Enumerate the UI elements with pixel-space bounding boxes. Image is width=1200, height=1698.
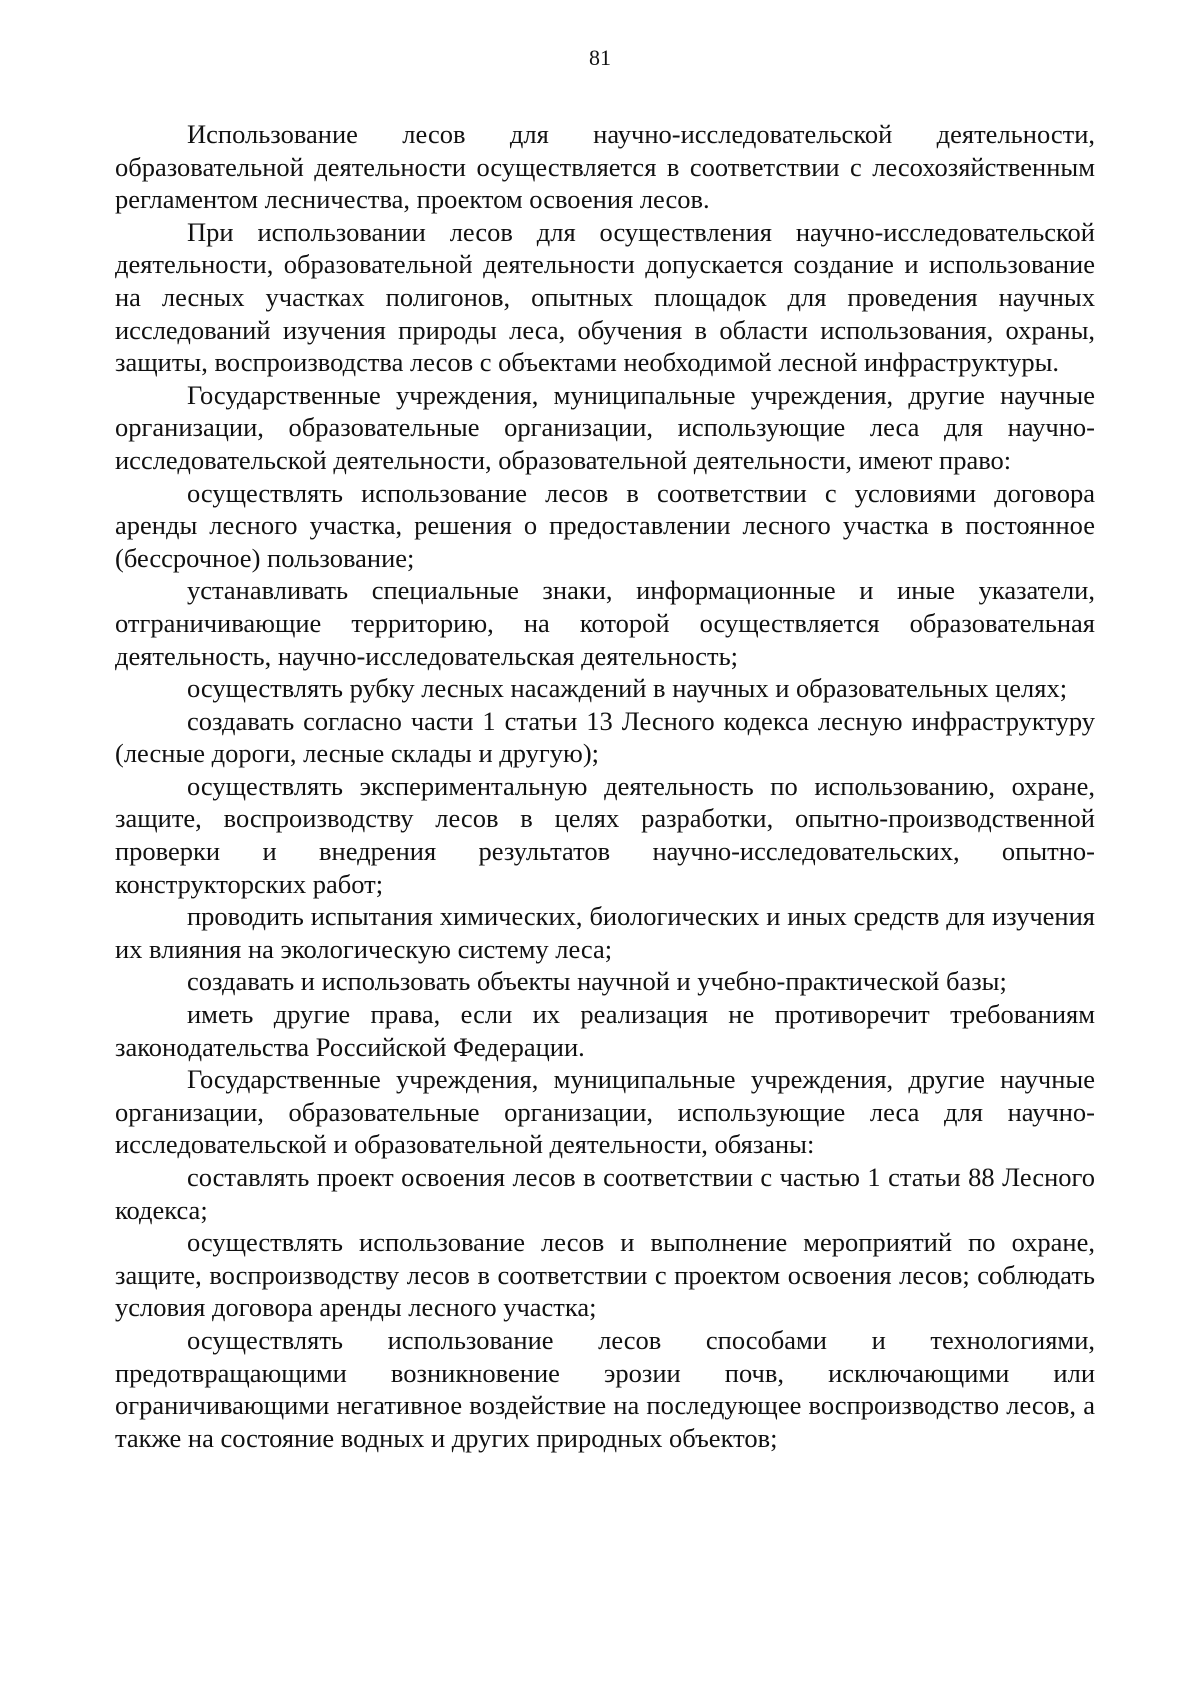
- list-item: осуществлять использование лесов в соответствии с условиями договора аренды лесного участка, решения о предоставлении лесного участка в постоянное (бессрочное) пользование;: [115, 477, 1095, 573]
- list-item: осуществлять использование лесов и выполнение мероприятий по охране, защите, воспроизводству лесов в соответствии с проектом освоения лесов; соблюдать условия договора аренды лесного участка;: [115, 1227, 1095, 1323]
- list-item: осуществлять экспериментальную деятельность по использованию, охране, защите, воспроизводству лесов в целях разработки, опытно-производственной проверки и внедрения результатов научно-исследовательских, опытно-конструкторских работ;: [115, 770, 1095, 899]
- list-item: составлять проект освоения лесов в соответствии с частью 1 статьи 88 Лесного кодекса;: [115, 1162, 1095, 1225]
- list-item: иметь другие права, если их реализация не противоречит требованиям законодательства Российской Федерации.: [115, 999, 1095, 1062]
- list-item: осуществлять рубку лесных насаждений в научных и образовательных целях;: [187, 673, 1068, 704]
- paragraph: Государственные учреждения, муниципальные учреждения, другие научные организации, образовательные организации, использующие леса для научно-исследовательской и образовательной деятельности, обязаны:: [115, 1064, 1095, 1160]
- paragraph: Использование лесов для научно-исследовательской деятельности, образовательной деятельности осуществляется в соответствии с лесохозяйственным регламентом лесничества, проектом освоения лесов.: [115, 119, 1095, 215]
- paragraph: Государственные учреждения, муниципальные учреждения, другие научные организации, образовательные организации, использующие леса для научно-исследовательской деятельности, образовательной деятельности, имеют право:: [115, 379, 1095, 475]
- list-item: проводить испытания химических, биологических и иных средств для изучения их влияния на экологическую систему леса;: [115, 901, 1095, 964]
- document-body: [115, 118, 1095, 1454]
- page-number: 81: [589, 45, 611, 70]
- list-item: устанавливать специальные знаки, информационные и иные указатели, отграничивающие территорию, на которой осуществляется образовательная деятельность, научно-исследовательская деятельность;: [115, 575, 1095, 671]
- paragraph: При использовании лесов для осуществления научно-исследовательской деятельности, образовательной деятельности допускается создание и использование на лесных участках полигонов, опытных площадок для проведения научных исследований изучения природы леса, обучения в области использования, охраны, защиты, воспроизводства лесов с объектами необходимой лесной инфраструктуры.: [115, 216, 1095, 378]
- list-item: создавать согласно части 1 статьи 13 Лесного кодекса лесную инфраструктуру (лесные дороги, лесные склады и другую);: [115, 705, 1095, 769]
- list-item: осуществлять использование лесов способами и технологиями, предотвращающими возникновение эрозии почв, исключающими или ограничивающими негативное воздействие на последующее воспроизводство лесов, а также на состояние водных и других природных объектов;: [115, 1324, 1095, 1453]
- list-item: создавать и использовать объекты научной и учебно-практической базы;: [187, 966, 1007, 997]
